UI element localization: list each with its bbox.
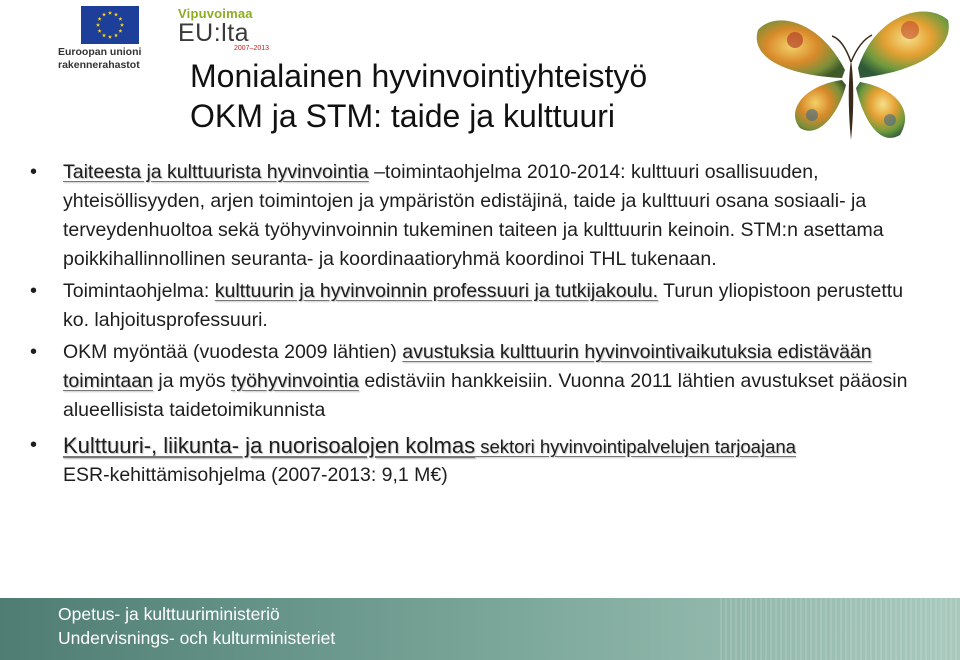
bullet-3-post: edistäviin hankkeisiin. Vuonna 2011 lähtien avustukset pääosin alueellisista taidetoimikunnista	[63, 370, 908, 421]
slide-title	[190, 56, 647, 136]
bullet-item-4	[30, 431, 930, 488]
butterfly-left-lower-wing	[795, 80, 846, 131]
bullet-4-line2: ESR-kehittämisohjelma (2007-2013: 9,1 M€)	[63, 464, 448, 486]
bullet-2-post: Turun yliopistoon perustettu ko. lahjoitusprofessuuri.	[63, 280, 904, 331]
bullet-dot-icon: •	[30, 280, 38, 302]
bullet-4-highlight-2: sektori hyvinvointipalvelujen tarjoajana	[475, 436, 796, 457]
bullet-3-highlight-1: avustuksia kulttuurin hyvinvointivaikutuksia edistävään toimintaan	[63, 341, 872, 392]
slide-content	[30, 158, 930, 491]
footer-bar	[0, 598, 960, 660]
bullet-item-3	[30, 338, 930, 425]
slide-title-line1: Monialainen hyvinvointiyhteistyö	[190, 58, 648, 94]
bullet-2-highlight: kulttuurin ja hyvinvoinnin professuuri ja tutkijakoulu.	[214, 280, 659, 302]
vip-logo-main: EU:lta	[178, 19, 250, 47]
butterfly-left-upper-wing	[757, 20, 845, 78]
bullet-dot-icon: •	[30, 161, 38, 183]
bullet-3-mid: ja myös	[152, 370, 231, 392]
footer-ministry-swedish: Undervisnings- och kulturministeriet	[58, 628, 336, 648]
bullet-dot-icon: •	[30, 434, 38, 456]
butterfly-right-lower-wing	[856, 82, 905, 138]
vip-logo-years: 2007–2013	[234, 45, 270, 52]
bullet-item-1	[30, 158, 930, 274]
eu-flag-icon	[81, 6, 139, 44]
vipuvoimaa-logo	[178, 6, 298, 58]
bullet-3-highlight-2: työhyvinvointia	[231, 370, 359, 392]
butterfly-illustration	[750, 0, 955, 150]
eu-caption-line1: Euroopan unioni	[58, 46, 142, 58]
eu-caption-line2: rakennerahastot	[58, 59, 140, 71]
butterfly-body	[849, 60, 854, 140]
footer-ministry-finnish: Opetus- ja kulttuuriministeriö	[58, 604, 280, 624]
bullet-1-text: –toimintaohjelma 2010-2014: kulttuuri osallisuuden, yhteisöllisyyden, arjen toimintojen ja ympäristön edistäjinä, taide ja kulttuuri osana sosiaali- ja terveydenhuoltoa sekä työhyvinvoinnin tukeminen taiteen ja kulttuurin keinoin. STM:n asettama poikkihallinnollinen seuranta- ja koordinaatioryhmä koordinoi THL tukenaan.	[63, 161, 884, 270]
bullet-2-pre: Toimintaohjelma:	[63, 280, 215, 302]
bullet-4-highlight-1: Kulttuuri-, liikunta- ja nuorisoalojen kolmas	[63, 433, 476, 458]
slide-title-line2: OKM ja STM: taide ja kulttuuri	[190, 98, 616, 134]
eu-logo	[58, 6, 158, 70]
bullet-3-pre: OKM myöntää (vuodesta 2009 lähtien)	[63, 341, 403, 363]
butterfly-right-upper-wing	[858, 11, 949, 78]
eu-caption	[58, 46, 141, 72]
bullet-1-highlight: Taiteesta ja kulttuurista hyvinvointia	[63, 161, 369, 183]
vip-logo-top: Vipuvoimaa	[178, 6, 253, 21]
bullet-item-2	[30, 277, 930, 335]
footer-decoration	[720, 598, 960, 660]
bullet-dot-icon: •	[30, 341, 38, 363]
